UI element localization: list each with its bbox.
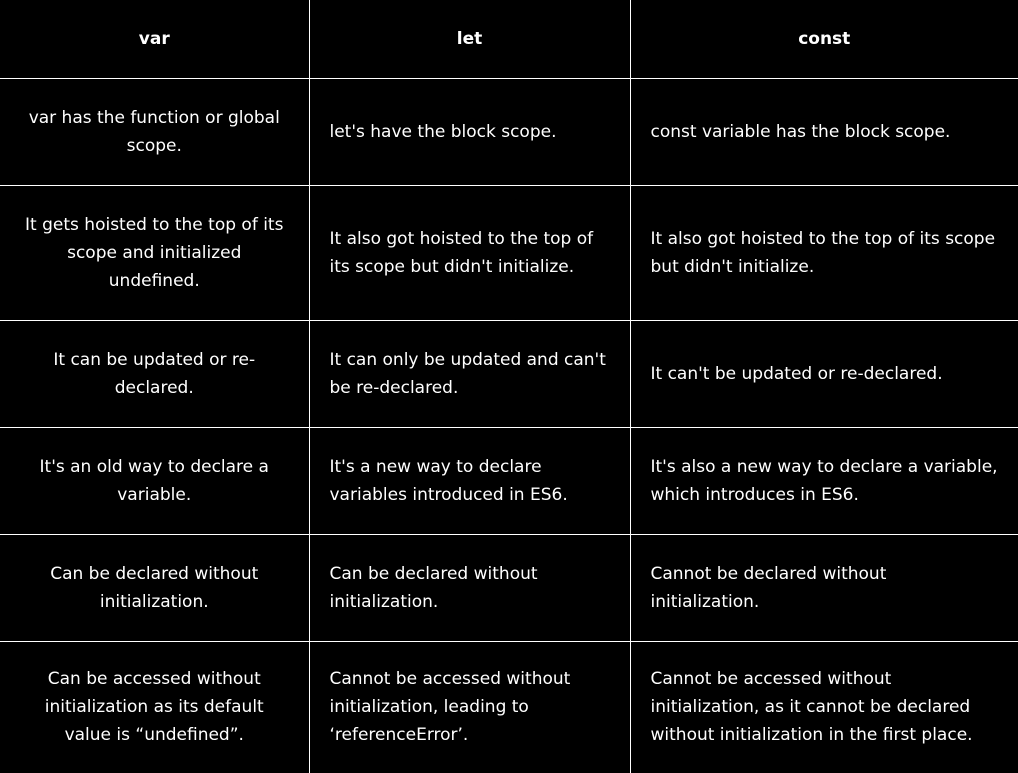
cell-let: let's have the block scope. [309, 78, 630, 185]
cell-const: It can't be updated or re-declared. [630, 320, 1018, 427]
table-row [0, 641, 1018, 773]
table-row [0, 78, 1018, 185]
cell-var: It can be updated or re-declared. [0, 320, 309, 427]
table-row [0, 534, 1018, 641]
table-row [0, 320, 1018, 427]
cell-const: Cannot be accessed without initialization, as it cannot be declared without initialization in the first place. [630, 641, 1018, 773]
table-row [0, 185, 1018, 320]
header-const: const [630, 0, 1018, 78]
cell-const: const variable has the block scope. [630, 78, 1018, 185]
cell-var: It's an old way to declare a variable. [0, 427, 309, 534]
cell-let: It can only be updated and can't be re-declared. [309, 320, 630, 427]
cell-var: Can be declared without initialization. [0, 534, 309, 641]
cell-let: It's a new way to declare variables introduced in ES6. [309, 427, 630, 534]
cell-var: Can be accessed without initialization as its default value is “undefined”. [0, 641, 309, 773]
cell-let: Can be declared without initialization. [309, 534, 630, 641]
header-let: let [309, 0, 630, 78]
cell-const: It also got hoisted to the top of its scope but didn't initialize. [630, 185, 1018, 320]
cell-let: It also got hoisted to the top of its scope but didn't initialize. [309, 185, 630, 320]
header-row [0, 0, 1018, 78]
table-row [0, 427, 1018, 534]
cell-const: Cannot be declared without initialization. [630, 534, 1018, 641]
cell-let: Cannot be accessed without initialization, leading to ‘referenceError’. [309, 641, 630, 773]
header-var: var [0, 0, 309, 78]
cell-var: It gets hoisted to the top of its scope and initialized undefined. [0, 185, 309, 320]
cell-var: var has the function or global scope. [0, 78, 309, 185]
cell-const: It's also a new way to declare a variable, which introduces in ES6. [630, 427, 1018, 534]
